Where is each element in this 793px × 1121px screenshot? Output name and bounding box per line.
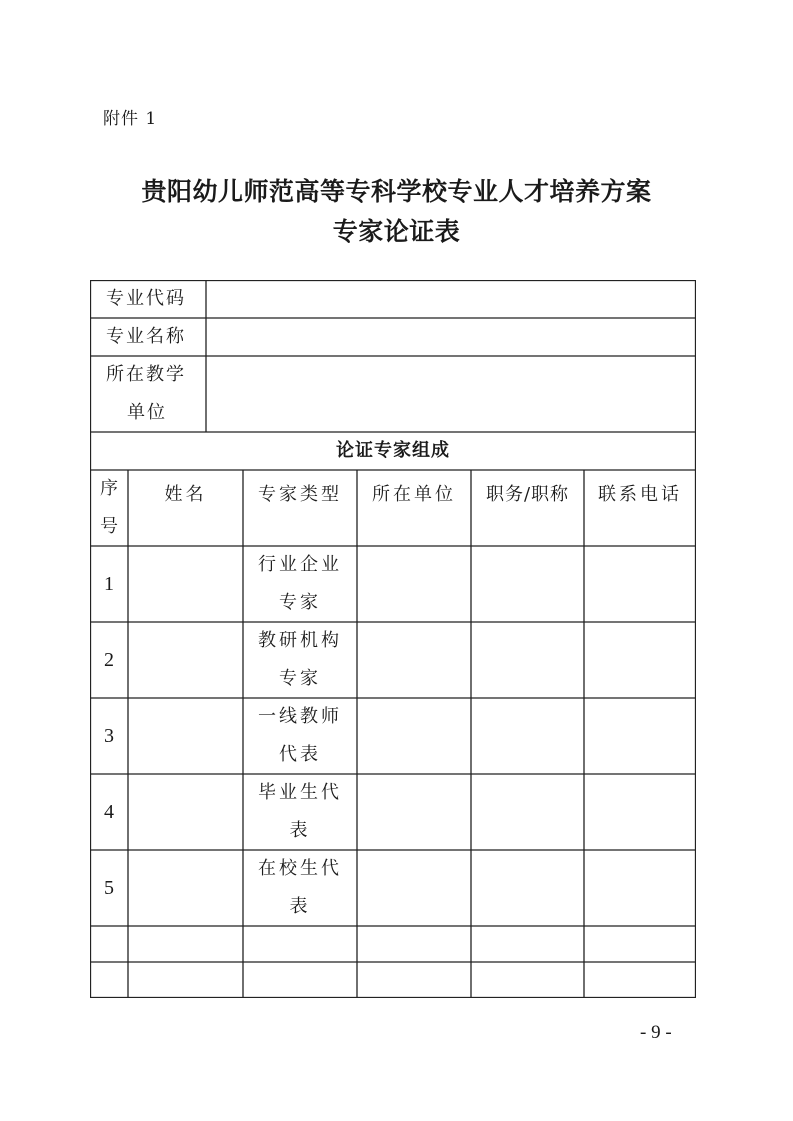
row-5-title-field[interactable] (471, 850, 584, 926)
attachment-label: 附件 1 (103, 109, 158, 129)
row-3-unit-field[interactable] (357, 698, 471, 774)
row-3-type (243, 698, 357, 774)
column-header-name: 姓名 (164, 484, 207, 505)
row-5-seq: 5 (104, 877, 114, 899)
row-1-type-line2: 专家 (279, 592, 321, 613)
row-2-name-field[interactable] (128, 622, 243, 698)
row-4-seq: 4 (104, 801, 114, 823)
row-1-title-field[interactable] (471, 546, 584, 622)
column-header-seq-line1: 序 (100, 478, 118, 499)
row-2-unit-field[interactable] (357, 622, 471, 698)
column-header-phone: 联系电话 (598, 484, 682, 505)
row-5-type-line1: 在校生代 (258, 858, 342, 879)
row-4-title-field[interactable] (471, 774, 584, 850)
page-number: - 9 - (640, 1022, 672, 1043)
row-1-unit-field[interactable] (357, 546, 471, 622)
row-3-phone-field[interactable] (584, 698, 696, 774)
row-5-unit-field[interactable] (357, 850, 471, 926)
teaching-unit-label-line1: 所在教学 (106, 364, 186, 385)
row-2-type (243, 622, 357, 698)
row-1-type-line1: 行业企业 (258, 554, 342, 575)
blank-row-1[interactable] (90, 926, 696, 962)
row-2-type-line1: 教研机构 (258, 630, 342, 651)
row-4-name-field[interactable] (128, 774, 243, 850)
row-3-type-line1: 一线教师 (258, 706, 342, 727)
row-5-type-line2: 表 (289, 896, 311, 917)
expert-section-title: 论证专家组成 (336, 440, 450, 461)
row-1-phone-field[interactable] (584, 546, 696, 622)
row-4-type-line2: 表 (289, 820, 311, 841)
row-5-name-field[interactable] (128, 850, 243, 926)
row-5-type (243, 850, 357, 926)
row-3-type-line2: 代表 (279, 744, 321, 765)
row-3-seq: 3 (104, 725, 114, 747)
row-2-seq: 2 (104, 649, 114, 671)
major-code-label: 专业代码 (106, 288, 186, 309)
column-header-type: 专家类型 (258, 484, 342, 505)
row-1-seq: 1 (104, 573, 114, 595)
document-subtitle: 专家论证表 (332, 217, 461, 246)
row-1-type (243, 546, 357, 622)
row-2-title-field[interactable] (471, 622, 584, 698)
row-4-unit-field[interactable] (357, 774, 471, 850)
row-5-phone-field[interactable] (584, 850, 696, 926)
major-name-label: 专业名称 (106, 326, 186, 347)
row-2-type-line2: 专家 (279, 668, 321, 689)
row-4-type (243, 774, 357, 850)
row-4-type-line1: 毕业生代 (258, 782, 342, 803)
row-1-name-field[interactable] (128, 546, 243, 622)
blank-row-2[interactable] (90, 962, 696, 998)
evaluation-form-table (90, 280, 696, 998)
column-header-title: 职务/职称 (485, 484, 570, 505)
row-2-phone-field[interactable] (584, 622, 696, 698)
document-title: 贵阳幼儿师范高等专科学校专业人才培养方案 (141, 177, 652, 206)
column-header-seq-line2: 号 (100, 516, 118, 537)
column-header-seq (90, 470, 128, 546)
row-3-name-field[interactable] (128, 698, 243, 774)
row-4-phone-field[interactable] (584, 774, 696, 850)
row-3-title-field[interactable] (471, 698, 584, 774)
teaching-unit-label-line2: 单位 (127, 402, 167, 423)
column-header-unit: 所在单位 (372, 484, 456, 505)
